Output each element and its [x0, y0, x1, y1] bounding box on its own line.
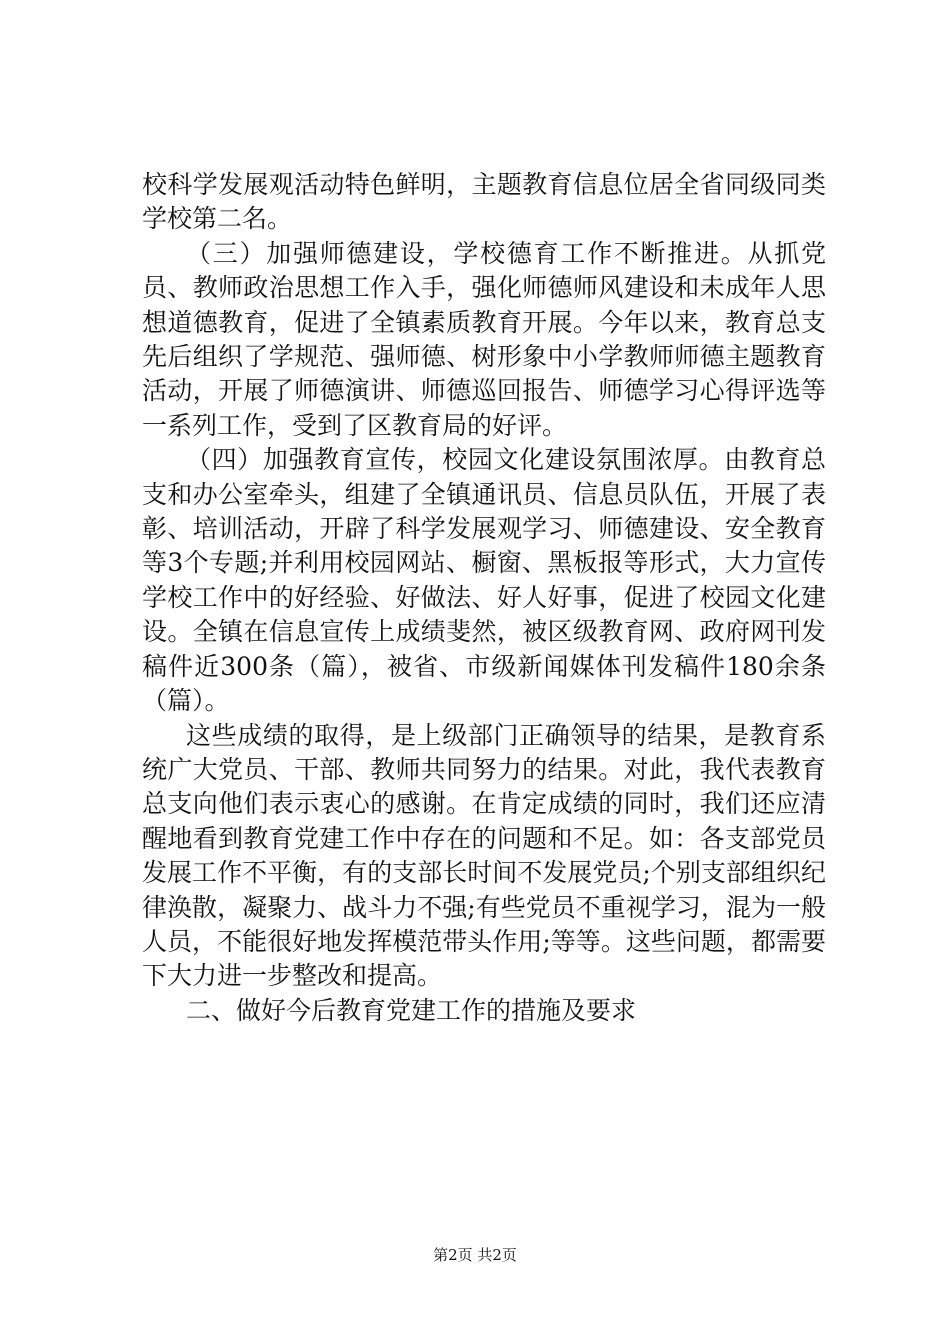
section-heading-two: 二、做好今后教育党建工作的措施及要求	[186, 995, 637, 1025]
paragraph-section-three: （三）加强师德建设，学校德育工作不断推进。从抓党员、教师政治思想工作入手，强化师德师风建设和未成年人思想道德教育，促进了全镇素质教育开展。今年以来，教育总支先后组织了学规范、强师德、树形象中小学教师师德主题教育活动，开展了师德演讲、师德巡回报告、师德学习心得评选等一系列工作，受到了区教育局的好评。	[142, 238, 826, 440]
document-body	[142, 168, 826, 1028]
paragraph-continuation: 校科学发展观活动特色鲜明，主题教育信息位居全省同级同类学校第二名。	[142, 170, 826, 234]
page-footer: 第2页 共2页	[433, 1246, 517, 1264]
paragraph-summary: 这些成绩的取得，是上级部门正确领导的结果，是教育系统广大党员、干部、教师共同努力的结果。对此，我代表教育总支向他们表示衷心的感谢。在肯定成绩的同时，我们还应清醒地看到教育党建工作中存在的问题和不足。如：各支部党员发展工作不平衡，有的支部长时间不发展党员;个别支部组织纪律涣散，凝聚力、战斗力不强;有些党员不重视学习，混为一般人员，不能很好地发挥模范带头作用;等等。这些问题，都需要下大力进一步整改和提高。	[142, 720, 826, 991]
paragraph-section-four: （四）加强教育宣传，校园文化建设氛围浓厚。由教育总支和办公室牵头，组建了全镇通讯员、信息员队伍，开展了表彰、培训活动，开辟了科学发展观学习、师德建设、安全教育等3个专题;并利用校园网站、橱窗、黑板报等形式，大力宣传学校工作中的好经验、好做法、好人好事，促进了校园文化建设。全镇在信息宣传上成绩斐然，被区级教育网、政府网刊发稿件近300条（篇），被省、市级新闻媒体刊发稿件180余条（篇）。	[142, 445, 826, 716]
